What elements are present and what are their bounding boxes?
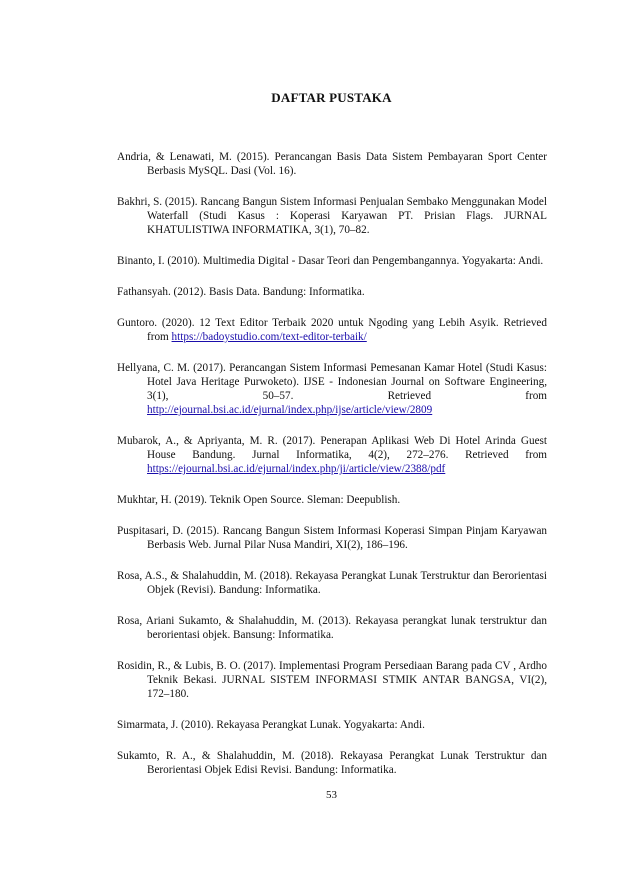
reference-text: Andria, & Lenawati, M. (2015). Perancangan Basis Data Sistem Pembayaran Sport Center Berbasis MySQL. Dasi (Vol. 16). — [117, 151, 547, 177]
reference-item — [117, 434, 547, 476]
reference-item — [117, 195, 547, 237]
reference-text: Simarmata, J. (2010). Rekayasa Perangkat Lunak. Yogyakarta: Andi. — [117, 719, 425, 731]
reference-text: Rosa, A.S., & Shalahuddin, M. (2018). Rekayasa Perangkat Lunak Terstruktur dan Berorientasi Objek (Revisi). Bandung: Informatika. — [117, 570, 547, 596]
reference-item — [117, 361, 547, 417]
page-number: 53 — [326, 789, 337, 801]
reference-link[interactable]: https://ejournal.bsi.ac.id/ejurnal/index.php/ji/article/view/2388/pdf — [147, 463, 446, 475]
reference-text: Fathansyah. (2012). Basis Data. Bandung: Informatika. — [117, 286, 365, 298]
reference-text: Rosa, Ariani Sukamto, & Shalahuddin, M. (2013). Rekayasa perangkat lunak terstruktur dan berorientasi objek. Bansung: Informatika. — [117, 615, 547, 641]
reference-item — [117, 316, 547, 344]
reference-item — [117, 749, 547, 777]
reference-list — [117, 150, 547, 794]
page-title: DAFTAR PUSTAKA — [271, 90, 392, 105]
reference-text: Sukamto, R. A., & Shalahuddin, M. (2018). Rekayasa Perangkat Lunak Terstruktur dan Berorientasi Objek Edisi Revisi. Bandung: Informatika. — [117, 750, 547, 776]
reference-link[interactable]: http://ejournal.bsi.ac.id/ejurnal/index.php/ijse/article/view/2809 — [147, 404, 433, 416]
reference-link[interactable]: https://badoystudio.com/text-editor-terbaik/ — [171, 331, 367, 343]
reference-item — [117, 254, 547, 268]
reference-item — [117, 614, 547, 642]
reference-text: Guntoro. (2020). 12 Text Editor Terbaik 2020 untuk Ngoding yang Lebih Asyik. Retrieved from — [117, 317, 547, 343]
reference-item — [117, 718, 547, 732]
reference-item — [117, 150, 547, 178]
reference-text: Rosidin, R., & Lubis, B. O. (2017). Implementasi Program Persediaan Barang pada CV , Ardho Teknik Bekasi. JURNAL SISTEM INFORMASI STMIK ANTAR BANGSA, VI(2), 172–180. — [117, 660, 547, 700]
reference-text: Hellyana, C. M. (2017). Perancangan Sistem Informasi Pemesanan Kamar Hotel (Studi Kasus: Hotel Java Heritage Purwoketo). IJSE - Indonesian Journal on Software Engineering, 3(1), 50–57. Retrieved from — [117, 362, 547, 402]
reference-item — [117, 659, 547, 701]
reference-text: Mukhtar, H. (2019). Teknik Open Source. Sleman: Deepublish. — [117, 494, 401, 506]
reference-item — [117, 493, 547, 507]
reference-item — [117, 285, 547, 299]
reference-item — [117, 524, 547, 552]
reference-text: Bakhri, S. (2015). Rancang Bangun Sistem Informasi Penjualan Sembako Menggunakan Model Waterfall (Studi Kasus : Koperasi Karyawan PT. Prisian Flags. JURNAL KHATULISTIWA INFORMATIKA, 3(1), 70–82. — [117, 196, 547, 236]
reference-text: Puspitasari, D. (2015). Rancang Bangun Sistem Informasi Koperasi Simpan Pinjam Karyawan Berbasis Web. Jurnal Pilar Nusa Mandiri, XI(2), 186–196. — [117, 525, 547, 551]
reference-text: Binanto, I. (2010). Multimedia Digital - Dasar Teori dan Pengembangannya. Yogyakarta: Andi. — [117, 255, 544, 267]
reference-item — [117, 569, 547, 597]
reference-text: Mubarok, A., & Apriyanta, M. R. (2017). Penerapan Aplikasi Web Di Hotel Arinda Guest House Bandung. Jurnal Informatika, 4(2), 272–276. Retrieved from — [117, 435, 547, 461]
